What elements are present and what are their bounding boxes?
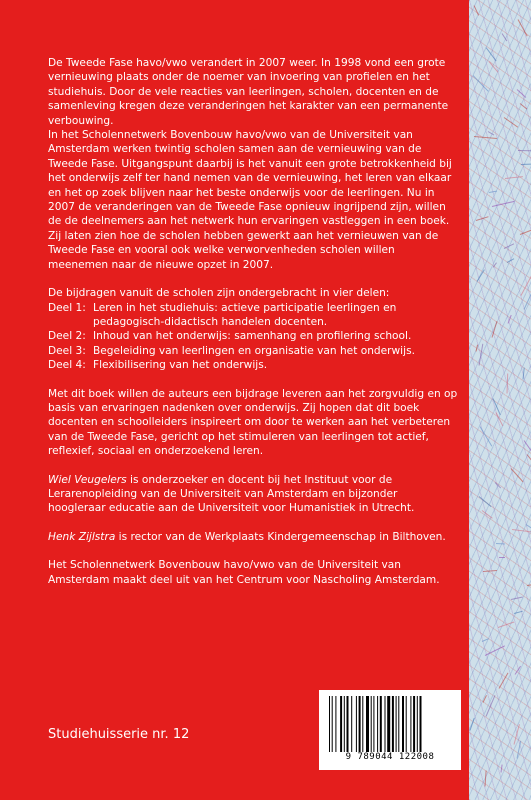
series-label: Studiehuisserie nr. 12 bbox=[48, 727, 190, 742]
paper-fiber bbox=[527, 454, 531, 462]
barcode-bar bbox=[356, 696, 357, 752]
author-bio bbox=[48, 530, 458, 544]
section-item bbox=[48, 344, 458, 358]
author-name: Wiel Veugelers bbox=[48, 473, 127, 486]
barcode-bar bbox=[420, 696, 422, 752]
paper-fiber bbox=[524, 292, 531, 310]
network-paragraph: In het Scholennetwerk Bovenbouw havo/vwo van de Universiteit van Amsterdam werken twintig scholen samen aan de vernieuwing van de Tweede Fase. Uitgangspunt daarbij is het vanuit een grote betrokkenheid bij het onderwijs zelf ter hand nemen van de vernieuwing, het leren van elkaar en het op zoek blijven naar het beste onderwijs voor de leerlingen. Nu in 2007 de veranderingen van de Tweede Fase opnieuw ingrijpend zijn, willen de de deelnemers aan het netwerk hun ervaringen vastleggen in een boek. Zij laten zien hoe de scholen hebben gewerkt aan het vernieuwen van de Tweede Fase en vooral ook welke verworvenheden scholen willen meenemen naar de nieuwe opzet in 2007. bbox=[48, 129, 452, 271]
section-key: Deel 2: bbox=[48, 330, 86, 343]
barcode-bar bbox=[359, 696, 361, 752]
barcode-bar bbox=[402, 696, 404, 752]
section-key: Deel 3: bbox=[48, 344, 86, 357]
paper-fiber bbox=[511, 597, 523, 600]
paper-fiber bbox=[512, 529, 531, 532]
section-text: Inhoud van het onderwijs: samenhang en profilering school. bbox=[93, 330, 412, 343]
paper-fiber bbox=[496, 543, 505, 544]
paper-fiber bbox=[479, 496, 492, 507]
network-note: Het Scholennetwerk Bovenbouw havo/vwo van de Universiteit van Amsterdam maakt deel uit van het Centrum voor Nascholing Amsterdam. bbox=[48, 559, 440, 586]
barcode-bar bbox=[413, 696, 415, 752]
paper-fiber bbox=[524, 440, 531, 451]
barcode-bar bbox=[344, 696, 345, 752]
paper-fiber bbox=[518, 19, 528, 36]
author-bio-text: is rector van de Werkplaats Kindergemeenschap in Bilthoven. bbox=[115, 530, 446, 543]
section-text: Begeleiding van leerlingen en organisatie van het onderwijs. bbox=[93, 344, 415, 357]
paper-fiber bbox=[482, 638, 489, 642]
barcode-bar bbox=[387, 696, 390, 752]
barcode-bar bbox=[362, 696, 363, 752]
barcode-bar bbox=[398, 696, 399, 752]
barcode-bar bbox=[335, 696, 336, 752]
paper-fiber bbox=[507, 258, 515, 263]
barcode-bar bbox=[410, 696, 411, 752]
section-key: Deel 1: bbox=[48, 301, 86, 314]
paper-fiber bbox=[520, 103, 528, 109]
section-item bbox=[48, 358, 458, 372]
decorative-paper-strip bbox=[469, 0, 531, 800]
paper-fiber bbox=[515, 666, 521, 675]
section-item bbox=[48, 329, 458, 343]
closing-paragraph: Met dit boek willen de auteurs een bijdrage leveren aan het zorgvuldig en op basis van ervaringen nadenken over onderwijs. Zij hopen dat dit boek docenten en schoolleiders inspireert om door te werken aan het verbeteren van de Tweede Fase, gericht op het stimuleren van leerlingen tot actief, reflexief, sociaal en onderzoekend leren. bbox=[48, 387, 458, 458]
paper-fiber bbox=[495, 482, 501, 488]
paper-fiber bbox=[489, 191, 497, 193]
barcode-bar bbox=[351, 696, 352, 752]
paper-fiber bbox=[523, 368, 525, 380]
paper-fiber bbox=[499, 557, 505, 558]
paper-fiber bbox=[470, 718, 475, 731]
paper-fiber bbox=[502, 33, 508, 41]
paper-fiber bbox=[520, 227, 531, 235]
paper-fiber bbox=[486, 695, 496, 717]
paper-fiber bbox=[479, 344, 484, 366]
barcode-bar bbox=[406, 696, 407, 752]
intro-paragraph: De Tweede Fase havo/vwo verandert in 2007 weer. In 1998 vond een grote vernieuwing plaats onder de noemer van invoering van profielen en het studiehuis. Door de vele reacties van leerlingen, scholen, docenten en de samenleving kregen deze veranderingen het karakter van een permanente verbouwing. bbox=[48, 57, 449, 127]
paper-fiber bbox=[505, 176, 523, 179]
paper-fiber bbox=[483, 570, 497, 572]
paper-fiber bbox=[527, 582, 531, 586]
barcode-bar bbox=[380, 696, 382, 752]
back-cover-text bbox=[48, 56, 458, 587]
section-key: Deel 4: bbox=[48, 359, 86, 372]
paper-fiber bbox=[485, 771, 487, 787]
paper-fiber bbox=[521, 276, 531, 296]
isbn-barcode bbox=[319, 690, 461, 770]
barcode-bar bbox=[371, 696, 372, 752]
section-item bbox=[48, 301, 458, 330]
paper-fiber bbox=[492, 321, 498, 338]
paper-fiber bbox=[507, 373, 509, 393]
section-text: Leren in het studiehuis: actieve participatie leerlingen en pedagogisch-didactisch handelen docenten. bbox=[93, 301, 397, 328]
paper-fiber bbox=[511, 468, 524, 482]
barcode-bar bbox=[347, 696, 349, 752]
barcode-bars bbox=[327, 696, 453, 752]
paper-fiber bbox=[518, 150, 531, 151]
paper-fiber bbox=[521, 164, 531, 165]
paper-fiber bbox=[517, 741, 522, 759]
barcode-bar bbox=[385, 696, 386, 752]
paper-fiber bbox=[486, 47, 497, 61]
author-bio bbox=[48, 473, 458, 516]
paper-fiber bbox=[488, 131, 495, 135]
barcode-number: 9 789044 122008 bbox=[345, 752, 435, 762]
paper-fiber bbox=[504, 243, 514, 249]
sections-intro: De bijdragen vanuit de scholen zijn ondergebracht in vier delen: bbox=[48, 287, 390, 300]
paper-fiber bbox=[514, 611, 523, 614]
paper-fiber bbox=[476, 216, 489, 221]
barcode-bar bbox=[332, 696, 333, 752]
barcode-bar bbox=[396, 696, 397, 752]
paper-fiber bbox=[499, 673, 509, 689]
paper-fiber bbox=[498, 621, 514, 627]
paper-fiber bbox=[517, 89, 527, 98]
sections-list bbox=[48, 301, 458, 373]
paper-fiber bbox=[483, 695, 487, 703]
paper-fiber bbox=[508, 315, 512, 324]
barcode-bar bbox=[373, 696, 374, 752]
barcode-bar bbox=[329, 696, 330, 752]
paper-fiber bbox=[480, 426, 493, 446]
paper-fiber bbox=[474, 136, 497, 139]
barcode-bar bbox=[366, 696, 369, 752]
paper-fiber bbox=[474, 5, 480, 15]
paper-fiber bbox=[504, 117, 518, 128]
paper-fiber bbox=[489, 61, 499, 72]
barcode-bar bbox=[392, 696, 394, 752]
paper-fiber bbox=[485, 645, 505, 656]
paper-fiber bbox=[493, 262, 497, 267]
author-bio-text: is onderzoeker en docent bij het Instituut voor de Lerarenopleiding van de Universiteit van Amsterdam en bijzonder hoogleraar educatie aan de Universiteit voor Humanistiek in Utrecht. bbox=[48, 473, 415, 515]
paper-fiber bbox=[473, 75, 489, 92]
paper-fiber bbox=[482, 510, 493, 519]
paper-fiber bbox=[501, 765, 503, 773]
barcode-bar bbox=[340, 696, 342, 752]
paper-fiber bbox=[492, 201, 515, 207]
paper-fiber bbox=[477, 269, 485, 281]
section-text: Flexibilisering van het onderwijs. bbox=[93, 359, 268, 372]
barcode-bar bbox=[417, 696, 418, 752]
paper-fiber bbox=[476, 345, 479, 352]
barcode-bar bbox=[377, 696, 378, 752]
paper-fiber bbox=[469, 0, 470, 1]
author-name: Henk Zijlstra bbox=[48, 530, 116, 543]
